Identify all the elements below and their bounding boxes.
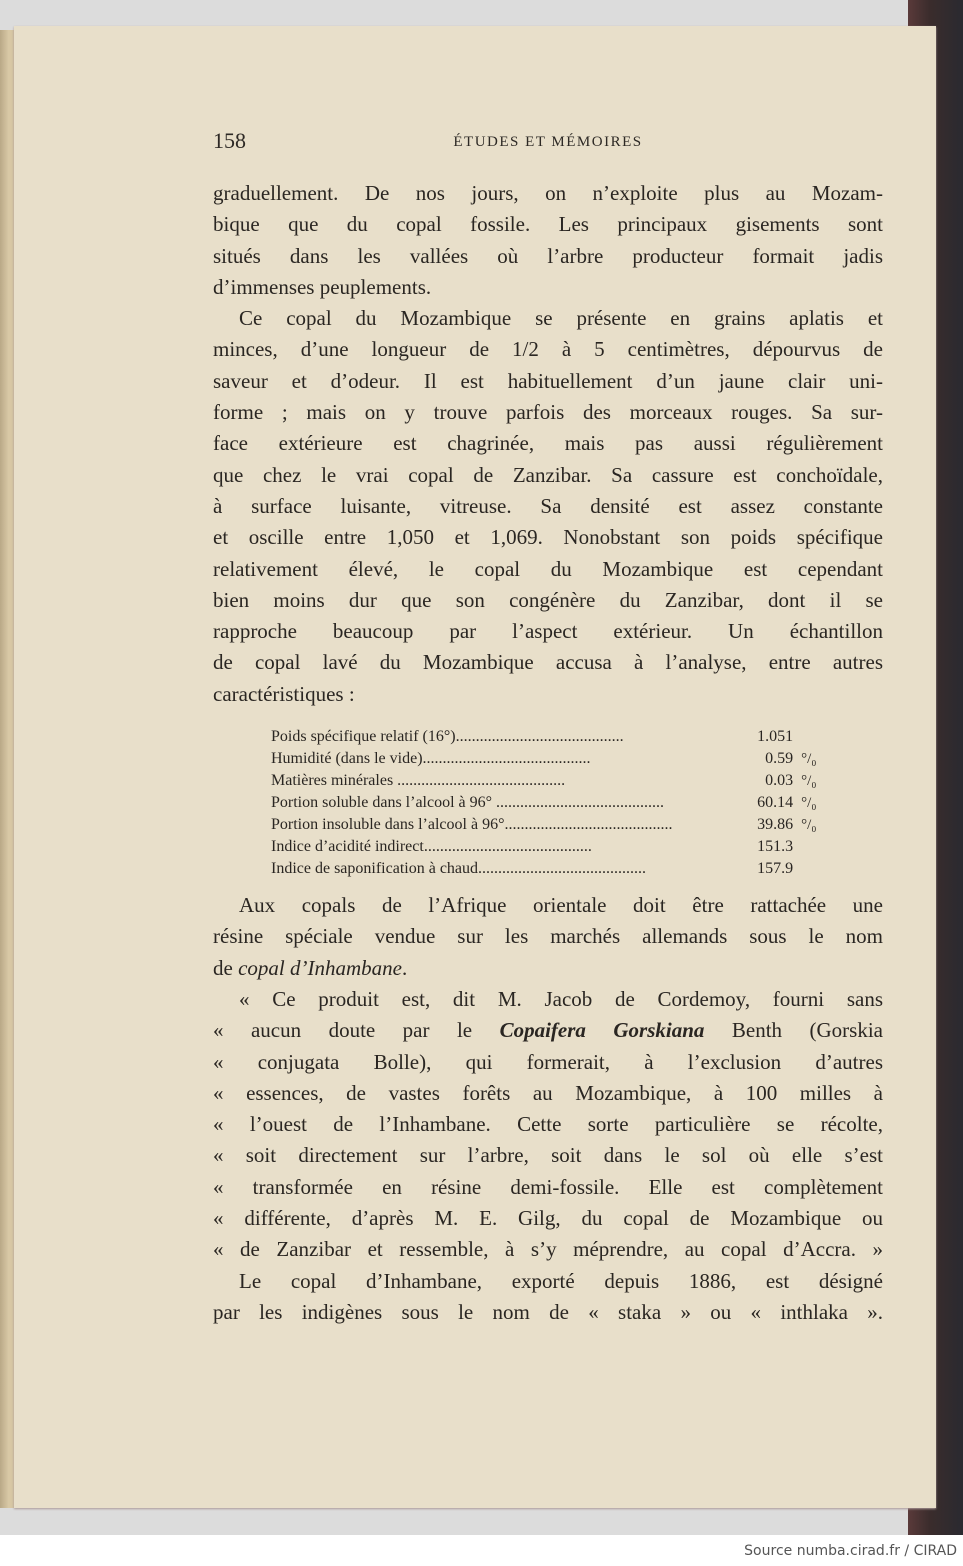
- row-unit: °/₀: [801, 751, 817, 768]
- text-line: [213, 1297, 883, 1328]
- text-line: [213, 366, 883, 397]
- text-segment: à surface luisante, vitreuse. Sa densité est assez constante: [213, 493, 883, 518]
- row-unit: [793, 858, 831, 880]
- text-line: [213, 334, 883, 365]
- text-segment: .: [401, 955, 408, 980]
- text-line: [213, 397, 883, 428]
- page-header: [213, 128, 883, 156]
- text-segment: « différente, d’après M. E. Gilg, du copal de Mozambique ou: [213, 1206, 883, 1231]
- text-segment: « Ce produit est, dit M. Jacob de Cordemoy, fourni sans: [239, 986, 883, 1011]
- text-line: [213, 1047, 883, 1078]
- text-segment: saveur et d’odeur. Il est habituellement d’un jaune clair uni-: [213, 368, 883, 393]
- text-segment: forme ; mais on y trouve parfois des morceaux rouges. Sa sur-: [213, 400, 883, 425]
- row-value: 151.3: [757, 838, 794, 856]
- text-line: [213, 272, 883, 303]
- paragraph: [213, 890, 883, 984]
- text-segment: caractéristiques :: [213, 681, 355, 706]
- text-line: [213, 1078, 883, 1109]
- text-segment: « de Zanzibar et ressemble, à s’y méprendre, au copal d’Accra. »: [213, 1237, 883, 1262]
- row-label: Matières minérales ..........................................: [271, 772, 566, 790]
- row-value: 1.051: [757, 728, 794, 746]
- text-segment: bien moins dur que son congénère du Zanzibar, dont il se: [213, 587, 883, 612]
- text-line: [213, 554, 883, 585]
- text-segment: résine spéciale vendue sur les marchés allemands sous le nom: [213, 924, 883, 949]
- text-segment: d’immenses peuplements.: [213, 274, 432, 299]
- text-segment: de: [213, 955, 239, 980]
- table-row: [271, 836, 831, 858]
- text-segment: Benth (Gorskia: [704, 1018, 883, 1043]
- row-unit: °/₀: [801, 795, 817, 812]
- text-line: [213, 178, 883, 209]
- row-value: 39.86: [757, 816, 794, 834]
- row-value: 60.14: [757, 794, 794, 812]
- text-segment: de copal lavé du Mozambique accusa à l’analyse, entre autres: [213, 650, 883, 675]
- row-value: 0.59: [765, 750, 794, 768]
- text-segment: « conjugata Bolle), qui formerait, à l’exclusion d’autres: [213, 1049, 883, 1074]
- text-line: [213, 616, 883, 647]
- table-row: [271, 770, 831, 792]
- paragraph: [213, 984, 883, 1266]
- row-unit: [793, 836, 831, 858]
- text-line: [213, 1015, 883, 1046]
- text-segment: Ce copal du Mozambique se présente en grains aplatis et: [239, 306, 883, 331]
- italic-term: copal d’Inhambane: [238, 955, 402, 980]
- row-unit: °/₀: [801, 773, 817, 790]
- text-line: [213, 303, 883, 334]
- text-segment: « essences, de vastes forêts au Mozambique, à 100 milles à: [213, 1080, 883, 1105]
- analysis-table: [271, 726, 831, 880]
- text-segment: « transformée en résine demi-fossile. Elle est complètement: [213, 1174, 883, 1199]
- table-row: [271, 858, 831, 880]
- body-text: [213, 178, 883, 1328]
- row-label: Indice d’acidité indirect..........................................: [271, 838, 592, 856]
- page-number: 158: [213, 128, 246, 153]
- text-segment: que chez le vrai copal de Zanzibar. Sa cassure est conchoïdale,: [213, 462, 883, 487]
- source-credit: Source numba.cirad.fr / CIRAD: [744, 1543, 957, 1559]
- row-label: Portion soluble dans l’alcool à 96° ..........................................: [271, 794, 665, 812]
- table-row: [271, 792, 831, 814]
- text-segment: par les indigènes sous le nom de « staka » ou « inthlaka ».: [213, 1299, 883, 1324]
- text-line: [213, 1140, 883, 1171]
- text-segment: « aucun doute par le: [213, 1018, 500, 1043]
- text-line: [213, 241, 883, 272]
- text-line: [213, 921, 883, 952]
- paragraph: [213, 1266, 883, 1329]
- text-line: [213, 522, 883, 553]
- text-segment: bique que du copal fossile. Les principaux gisements sont: [213, 212, 883, 237]
- row-label: Humidité (dans le vide)..........................................: [271, 750, 591, 768]
- text-segment: minces, d’une longueur de 1/2 à 5 centimètres, dépourvus de: [213, 337, 883, 362]
- text-segment: « soit directement sur l’arbre, soit dans le sol où elle s’est: [213, 1143, 883, 1168]
- text-line: [213, 491, 883, 522]
- text-line: [213, 1234, 883, 1265]
- text-line: [213, 1266, 883, 1297]
- table-row: [271, 748, 831, 770]
- text-line: [213, 585, 883, 616]
- row-label: Indice de saponification à chaud..........................................: [271, 860, 647, 878]
- text-line: [213, 428, 883, 459]
- text-line: [213, 460, 883, 491]
- row-unit: °/₀: [801, 817, 817, 834]
- text-segment: « l’ouest de l’Inhambane. Cette sorte particulière se récolte,: [213, 1112, 883, 1137]
- text-line: [213, 890, 883, 921]
- row-label: Poids spécifique relatif (16°)..........................................: [271, 728, 624, 746]
- text-line: [213, 679, 883, 710]
- text-line: [213, 647, 883, 678]
- text-segment: Le copal d’Inhambane, exporté depuis 1886, est désigné: [239, 1268, 883, 1293]
- text-segment: rapproche beaucoup par l’aspect extérieur. Un échantillon: [213, 619, 883, 644]
- text-line: [213, 1109, 883, 1140]
- paragraph: [213, 303, 883, 710]
- text-segment: graduellement. De nos jours, on n’exploite plus au Mozam-: [213, 181, 883, 205]
- text-line: [213, 1203, 883, 1234]
- text-segment: et oscille entre 1,050 et 1,069. Nonobstant son poids spécifique: [213, 525, 883, 550]
- text-segment: situés dans les vallées où l’arbre producteur formait jadis: [213, 243, 883, 268]
- running-head: ÉTUDES ET MÉMOIRES: [453, 134, 643, 150]
- table-row: [271, 814, 831, 836]
- paragraphs-after-table: [213, 890, 883, 1328]
- text-line: [213, 984, 883, 1015]
- paragraphs-before-table: [213, 178, 883, 710]
- text-segment: Aux copals de l’Afrique orientale doit être rattachée une: [239, 893, 883, 918]
- text-line: [213, 209, 883, 240]
- row-unit: [793, 726, 831, 748]
- species-name: Copaifera Gorskiana: [499, 1018, 705, 1043]
- paragraph: [213, 178, 883, 303]
- table-row: [271, 726, 831, 748]
- text-segment: face extérieure est chagrinée, mais pas aussi régulièrement: [213, 431, 883, 456]
- row-label: Portion insoluble dans l’alcool à 96°..........................................: [271, 816, 673, 834]
- row-value: 0.03: [765, 772, 794, 790]
- text-line: [213, 1172, 883, 1203]
- text-line: [213, 953, 883, 984]
- row-value: 157.9: [757, 860, 794, 878]
- text-segment: relativement élevé, le copal du Mozambique est cependant: [213, 556, 883, 581]
